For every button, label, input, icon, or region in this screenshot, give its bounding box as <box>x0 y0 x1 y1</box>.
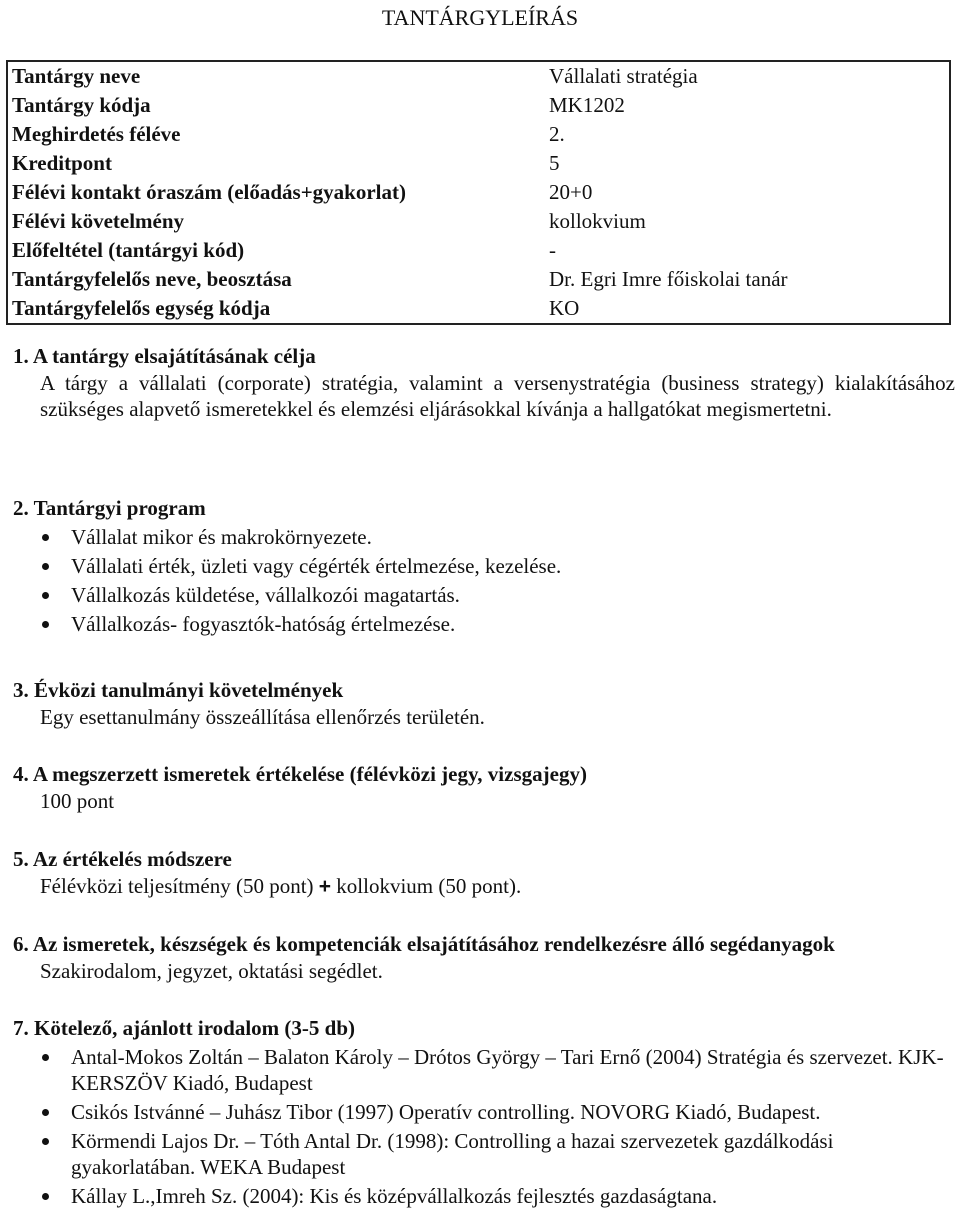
section-heading: 7. Kötelező, ajánlott irodalom (3-5 db) <box>13 1016 355 1040</box>
row-value-contact-hours: 20+0 <box>549 180 593 204</box>
method-text-part-2: kollokvium (50 pont). <box>331 874 522 898</box>
list-item-text: Kállay L.,Imreh Sz. (2004): Kis és középvállalkozás fejlesztés gazdaságtana. <box>71 1184 718 1208</box>
table-row <box>7 91 950 120</box>
table-row <box>7 236 950 265</box>
plus-sign: + <box>318 875 332 898</box>
row-label-course-code: Tantárgy kódja <box>12 93 151 117</box>
row-label-unit-code: Tantárgyfelelős egység kódja <box>12 296 271 320</box>
section-text: Egy esettanulmány összeállítása ellenőrzés területén. <box>40 705 485 729</box>
section-course-program <box>13 494 955 640</box>
section-literature <box>13 1014 955 1212</box>
bullet-icon <box>42 592 49 599</box>
list-item-text: Vállalat mikor és makrokörnyezete. <box>71 525 372 549</box>
row-value-prerequisite: - <box>549 238 556 262</box>
course-info-table <box>6 60 951 325</box>
row-value-credits: 5 <box>549 151 560 175</box>
list-item <box>40 1128 955 1180</box>
bullet-icon <box>42 621 49 628</box>
bullet-icon <box>42 1109 49 1116</box>
row-value-course-code: MK1202 <box>549 93 625 117</box>
section-evaluation <box>13 760 955 814</box>
section-learning-materials <box>13 930 955 984</box>
row-label-semester: Meghirdetés féléve <box>12 122 181 146</box>
row-label-course-name: Tantárgy neve <box>12 64 141 88</box>
list-item <box>40 1183 955 1209</box>
bullet-icon <box>42 1054 49 1061</box>
row-label-prerequisite: Előfeltétel (tantárgyi kód) <box>12 238 245 262</box>
bullet-icon <box>42 1138 49 1145</box>
row-label-credits: Kreditpont <box>12 151 112 175</box>
section-evaluation-method <box>13 845 955 900</box>
section-heading: 1. A tantárgy elsajátításának célja <box>13 344 316 368</box>
list-item-text: Vállalkozás- fogyasztók-hatóság értelmezése. <box>71 612 456 636</box>
row-label-contact-hours: Félévi kontakt óraszám (előadás+gyakorlat) <box>12 180 407 204</box>
section-course-goal <box>13 342 955 422</box>
document-title: TANTÁRGYLEÍRÁS <box>381 5 579 30</box>
list-item <box>40 553 955 579</box>
bullet-icon <box>42 563 49 570</box>
row-label-responsible-person: Tantárgyfelelős neve, beosztása <box>12 267 292 291</box>
section-heading: 6. Az ismeretek, készségek és kompetenciák elsajátításához rendelkezésre álló segédanyagok <box>13 932 835 956</box>
row-value-responsible-person: Dr. Egri Imre főiskolai tanár <box>549 267 788 291</box>
list-item-text: Antal-Mokos Zoltán – Balaton Károly – Drótos György – Tari Ernő (2004) Stratégia és szervezet. KJK-KERSZÖV Kiadó, Budapest <box>71 1045 944 1095</box>
list-item-text: Vállalati érték, üzleti vagy cégérték értelmezése, kezelése. <box>71 554 562 578</box>
table-row <box>7 61 950 91</box>
row-label-requirement: Félévi követelmény <box>12 209 185 233</box>
section-heading: 2. Tantárgyi program <box>13 496 206 520</box>
table-row <box>7 294 950 324</box>
table-row <box>7 149 950 178</box>
table-row <box>7 207 950 236</box>
list-item-text: Vállalkozás küldetése, vállalkozói magatartás. <box>71 583 460 607</box>
row-value-semester: 2. <box>549 122 565 146</box>
list-item-text: Csikós Istvánné – Juhász Tibor (1997) Operatív controlling. NOVORG Kiadó, Budapest. <box>71 1100 821 1124</box>
list-item <box>40 1099 955 1125</box>
section-text: 100 pont <box>40 789 115 813</box>
list-item <box>40 611 955 637</box>
row-value-unit-code: KO <box>549 296 580 320</box>
program-list <box>40 524 955 637</box>
bullet-icon <box>42 1193 49 1200</box>
section-heading: 4. A megszerzett ismeretek értékelése (félévközi jegy, vizsgajegy) <box>13 762 587 786</box>
row-value-requirement: kollokvium <box>549 209 646 233</box>
method-text-part-1: Félévközi teljesítmény (50 pont) <box>40 874 319 898</box>
section-heading: 3. Évközi tanulmányi követelmények <box>13 678 344 702</box>
list-item <box>40 1044 955 1096</box>
list-item <box>40 582 955 608</box>
section-text: A tárgy a vállalati (corporate) stratégia, valamint a versenystratégia (business strategy) kialakításához szükséges alapvető ismeretekkel és elemzési eljárásokkal kívánja a hallgatókat megismertetni. <box>40 371 955 421</box>
literature-list <box>40 1044 955 1209</box>
list-item <box>40 524 955 550</box>
table-row <box>7 120 950 149</box>
section-text <box>40 873 955 900</box>
section-text: Szakirodalom, jegyzet, oktatási segédlet. <box>40 959 383 983</box>
bullet-icon <box>42 534 49 541</box>
list-item-text: Körmendi Lajos Dr. – Tóth Antal Dr. (1998): Controlling a hazai szervezetek gazdálkodási gyakorlatában. WEKA Budapest <box>71 1129 834 1179</box>
row-value-course-name: Vállalati stratégia <box>549 64 698 88</box>
table-row <box>7 178 950 207</box>
section-semester-requirements <box>13 676 955 730</box>
section-heading: 5. Az értékelés módszere <box>13 847 232 871</box>
table-row <box>7 265 950 294</box>
